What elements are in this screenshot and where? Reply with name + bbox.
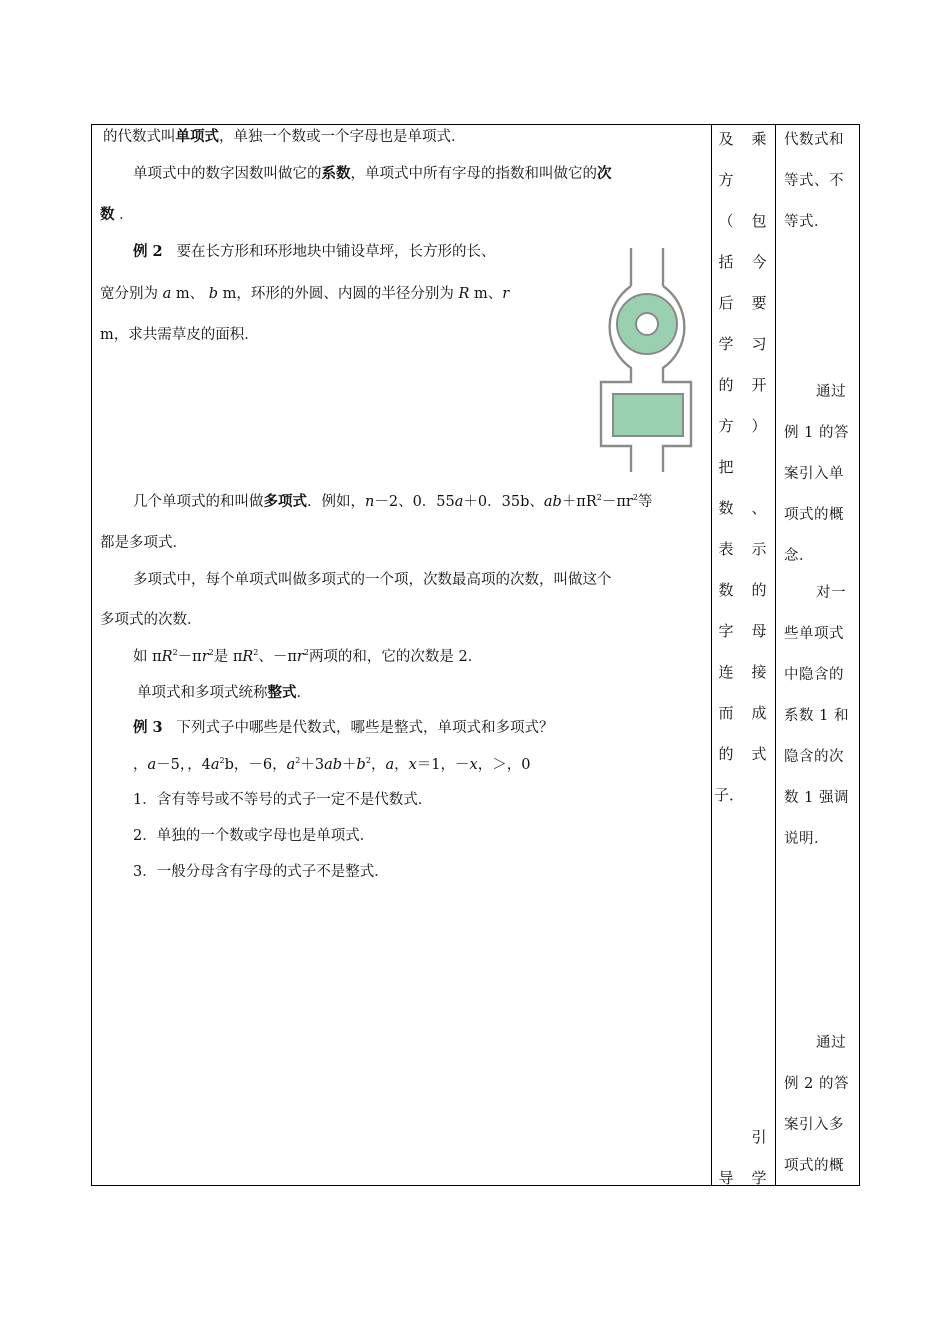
text: 单项式和多项式统称 [137, 685, 268, 701]
example-2-line-2 [100, 284, 509, 304]
note-line-top: 代数式和 [784, 132, 844, 148]
text: －πr [601, 494, 633, 510]
note-line-note1: 案引入单 [784, 466, 844, 482]
ring-inner [636, 313, 658, 335]
text: 宽分别为 [100, 286, 163, 302]
col2-left-char: 连 [718, 663, 734, 681]
note-line-note1: 通过 [816, 384, 846, 400]
text: 1．含有等号或不等号的式子一定不是代数式． [133, 792, 433, 808]
text: 的代数式叫 [103, 129, 176, 145]
text: 要在长方形和环形地块中铺设草坪，长方形的长、 [176, 244, 496, 260]
note-line-note3: 项式的概 [784, 1158, 844, 1174]
note-line-note3: 例 2 的答 [784, 1076, 849, 1092]
example-3-expressions [133, 755, 530, 775]
term-monomial: 单项式 [175, 128, 219, 145]
col2-left-char: 后 [718, 294, 734, 312]
text: ．例如， [307, 494, 365, 510]
text: m，求共需草皮的面积． [100, 327, 259, 343]
var: R [161, 649, 173, 665]
var: R [242, 649, 254, 665]
text: 几个单项式的和叫做 [133, 494, 264, 510]
exponent: 2 [632, 493, 638, 502]
definition-line-2 [133, 164, 612, 184]
term-polynomial: 多项式 [263, 493, 307, 510]
note-line-note2: 数 1 强调 [784, 790, 849, 806]
text: ，＞，0 [477, 757, 531, 773]
col2-right-char: 示 [751, 540, 767, 558]
text: ＋πR [561, 494, 597, 510]
var: n [365, 494, 375, 510]
exponent: 2 [365, 756, 371, 765]
col2-left-char: 的 [718, 745, 734, 763]
col2-right-char: 习 [751, 335, 767, 353]
polynomial-line-5 [133, 647, 482, 667]
exponent: 2 [208, 648, 214, 657]
text: －5，，4 [156, 757, 211, 773]
note-line-note1: 例 1 的答 [784, 425, 849, 441]
col2-left-char: 而 [718, 704, 734, 722]
note-line-note2: 对一 [816, 585, 846, 601]
text: m、 [469, 286, 503, 302]
col2-left-char: 括 [718, 253, 734, 271]
var: a [385, 757, 395, 773]
term-degree-end: 数 [100, 206, 115, 223]
note-line-note2: 系数 1 和 [784, 708, 849, 724]
note-2 [133, 826, 374, 846]
col2-right-char: 式 [751, 745, 767, 763]
definition-line-1 [103, 127, 466, 147]
definition-line-3 [100, 205, 134, 225]
col2-right-char: 包 [751, 212, 767, 230]
col2-right-char: 成 [751, 704, 767, 722]
var: a [286, 757, 296, 773]
text: 是 π [213, 649, 243, 665]
note-line-note2: 隐含的次 [784, 749, 844, 765]
note-line-note1: 念． [784, 548, 814, 564]
col2-left-char: 的 [718, 376, 734, 394]
var: a [454, 494, 464, 510]
text: b，－6， [224, 757, 287, 773]
col2-right-char: 今 [751, 253, 767, 271]
term-degree: 次 [597, 165, 612, 182]
polynomial-line-4 [100, 610, 202, 630]
text: ， [394, 757, 409, 773]
text: ． [296, 685, 311, 701]
col2-left-char: 字 [718, 622, 734, 640]
polynomial-line-3 [133, 570, 612, 590]
text: 多项式中，每个单项式叫做多项式的一个项，次数最高项的次数，叫做这个 [133, 572, 612, 588]
text: 如 π [133, 649, 162, 665]
var: r [502, 286, 510, 302]
var: a [162, 286, 172, 302]
note-line-top: 等式． [784, 214, 829, 230]
text: ＋3 [300, 757, 325, 773]
var: ab [543, 494, 562, 510]
col2-left-char: 数 [718, 499, 734, 517]
integral-expression-line [137, 683, 311, 703]
col2-bottom-left: 导 [718, 1169, 734, 1187]
exponent: 2 [303, 648, 309, 657]
text: ＋ [342, 757, 357, 773]
exponent: 2 [172, 648, 178, 657]
example-2-line-3 [100, 325, 259, 345]
var: r [296, 649, 304, 665]
col2-bottom-right: 引 [751, 1128, 767, 1146]
var: a [210, 757, 220, 773]
text: 3．一般分母含有字母的式子不是整式． [133, 864, 389, 880]
exponent: 2 [219, 756, 225, 765]
exponent: 2 [295, 756, 301, 765]
note-line-note1: 项式的概 [784, 507, 844, 523]
var: ab [324, 757, 343, 773]
text: m、 [171, 286, 205, 302]
note-line-note3: 案引入多 [784, 1117, 844, 1133]
var: R [458, 286, 470, 302]
text: 两项的和，它的次数是 2． [308, 649, 483, 665]
col2-bottom-right-2: 学 [751, 1169, 767, 1187]
col2-right-char: 开 [751, 376, 767, 394]
col2-left-char: 子． [714, 786, 745, 804]
note-1 [133, 790, 432, 810]
term-integral-expression: 整式 [267, 684, 297, 701]
text: ＋0．35b、 [463, 494, 544, 510]
polynomial-line-2 [100, 533, 187, 553]
note-line-note2: 说明． [784, 831, 829, 847]
exponent: 2 [596, 493, 602, 502]
col2-left-char: 数 [718, 581, 734, 599]
col2-left-char: 方 [718, 171, 734, 189]
note-line-note2: 些单项式 [784, 626, 844, 642]
note-line-note2: 中隐含的 [784, 667, 844, 683]
note-3 [133, 862, 389, 882]
text: 多项式的次数． [100, 612, 202, 628]
note-line-top: 等式、不 [784, 173, 844, 189]
col2-left-char: 表 [718, 540, 734, 558]
col2-right-char: 乘 [751, 130, 767, 148]
text: 单项式中的数字因数叫做它的 [133, 166, 322, 182]
col2-right-char: 要 [751, 294, 767, 312]
col2-left-char: （ [718, 212, 734, 230]
var: x [408, 757, 417, 773]
text: ，单独一个数或一个字母也是单项式． [219, 129, 466, 145]
text: ，单项式中所有字母的指数和叫做它的 [350, 166, 597, 182]
example-3-question [133, 718, 553, 738]
var: b [356, 757, 366, 773]
example-3-label: 例 3 [133, 719, 163, 736]
col2-right-char: 的 [751, 581, 767, 599]
col2-left-char: 及 [718, 130, 734, 148]
text: ， [133, 757, 148, 773]
var: r [201, 649, 209, 665]
col2-right-char: 接 [751, 663, 767, 681]
example-2-line-1 [133, 242, 495, 262]
lawn-rectangle [613, 394, 683, 436]
text: 等 [637, 494, 653, 510]
text: ． [119, 207, 134, 223]
var: x [469, 757, 478, 773]
col2-right-char: ） [751, 417, 767, 435]
col2-left-char: 方 [718, 417, 734, 435]
text: 下列式子中哪些是代数式，哪些是整式，单项式和多项式？ [176, 720, 554, 736]
polynomial-line-1 [133, 492, 652, 512]
text: 、－π [258, 649, 297, 665]
note-line-note3: 通过 [816, 1035, 846, 1051]
text: 都是多项式． [100, 535, 187, 551]
column-divider-2 [775, 125, 776, 1185]
text: m，环形的外圆、内圆的半径分别为 [218, 286, 459, 302]
col2-right-char: 、 [751, 499, 767, 517]
col2-left-char: 把 [718, 458, 734, 476]
var: b [208, 286, 219, 302]
text: －2、0．55 [374, 494, 455, 510]
col2-right-char: 母 [751, 622, 767, 640]
lawn-figure [597, 246, 701, 474]
text: 2．单独的一个数或字母也是单项式． [133, 828, 375, 844]
text: －π [177, 649, 202, 665]
exponent: 2 [253, 648, 259, 657]
text: ＝1，－ [416, 757, 470, 773]
column-divider-1 [711, 125, 712, 1185]
text: ， [370, 757, 386, 773]
var: a [147, 757, 157, 773]
example-2-label: 例 2 [133, 243, 163, 260]
term-coefficient: 系数 [321, 165, 351, 182]
col2-left-char: 学 [718, 335, 734, 353]
